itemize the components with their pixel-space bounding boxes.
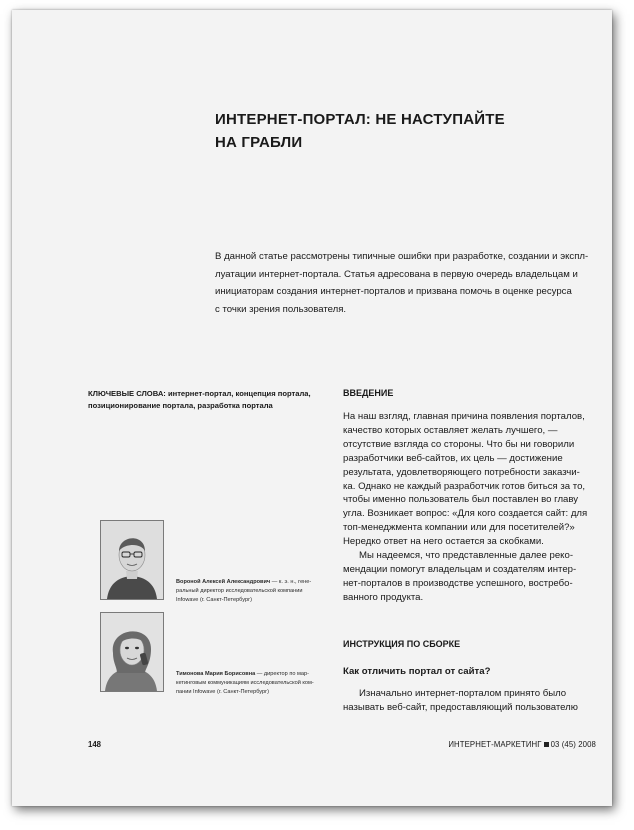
intro-heading: ВВЕДЕНИЕ [343,388,394,398]
article-lead [215,248,610,318]
author-bio-1 [176,578,334,605]
author-portrait-2 [101,613,163,691]
section-heading: ИНСТРУКЦИЯ ПО СБОРКЕ [343,638,461,649]
lead-line: луатации интернет-портала. Статья адресована в первую очередь владельцам и [215,268,578,280]
text-line: мендации помогут владельцам и создателям интер- [343,563,577,575]
title-line-2: НА ГРАБЛИ [215,134,303,151]
text-line: Мы надеемся, что представленные далее реко- [359,550,574,562]
text-line: топ-менеджмента компании или для посетителей?» [343,522,575,534]
text-line: нет-порталов в производстве успешного, востребо- [343,577,573,589]
section-paragraph [343,687,593,715]
bio-line: Infowave (г. Санкт-Петербург) [176,597,253,603]
lead-line: инициаторам создания интернет-порталов и призвана помочь в оценке ресурса [215,286,572,298]
subsection-heading: Как отличить портал от сайта? [343,665,491,677]
magazine-page [12,10,612,806]
author-name: Тимонова Мария Борисовна [176,671,256,677]
bio-line: — к. э. н., гене- [270,579,312,585]
intro-paragraph [343,410,593,549]
bio-line: пании Infowave (г. Санкт-Петербург) [176,689,270,695]
keywords-block [88,388,338,412]
text-line: ка. Однако не каждый разработчик готов биться за то, [343,480,586,492]
lead-line: В данной статье рассмотрены типичные ошибки при разработке, создании и экспл- [215,251,589,262]
square-bullet-icon [544,742,549,747]
text-line: чтобы именно пользователь был поставлен во главу [343,494,579,506]
text-line: разработчики веб-сайтов, их цель — достижение [343,452,563,464]
main-column [343,386,593,715]
text-line: На наш взгляд, главная причина появления порталов, [343,411,585,422]
author-photo-1 [100,520,164,600]
text-line: ванного продукта. [343,591,424,603]
journal-footer [448,740,596,749]
author-bio-2 [176,670,334,697]
issue-info: 03 (45) 2008 [550,740,596,749]
page-number: 148 [88,740,102,749]
author-photo-2 [100,612,164,692]
text-line: результата, удовлетворяющего потребности заказчи- [343,466,580,478]
article-title [215,108,535,154]
intro-paragraph-2 [343,549,593,605]
journal-name: ИНТЕРНЕТ-МАРКЕТИНГ [448,740,542,749]
bio-line: кетинговым коммуникациям исследовательской ком- [176,680,314,686]
text-line: Изначально интернет-порталом принято было [359,687,567,699]
title-line-1: ИНТЕРНЕТ-ПОРТАЛ: НЕ НАСТУПАЙТЕ [215,111,505,128]
keywords-line: КЛЮЧЕВЫЕ СЛОВА: интернет-портал, концепция портала, [88,389,311,398]
text-line: отсутствие взгляда со стороны. Что бы ни говорили [343,438,575,450]
bio-line: — директор по мар- [255,671,309,677]
text-line: Нередко ответ на него остается за скобками. [343,536,544,548]
author-portrait-1 [101,521,163,599]
bio-line: ральный директор исследовательской компании [176,588,303,594]
keywords-line: позиционирование портала, разработка портала [88,401,273,410]
text-line: угла. Возникает вопрос: «Для кого создается сайт: для [343,508,588,520]
author-name: Вороной Алексей Александрович [176,579,271,585]
lead-line: с точки зрения пользователя. [215,303,347,315]
text-line: качество которых оставляет желать лучшего, — [343,424,558,436]
text-line: называть веб-сайт, предоставляющий пользователю [343,701,578,713]
